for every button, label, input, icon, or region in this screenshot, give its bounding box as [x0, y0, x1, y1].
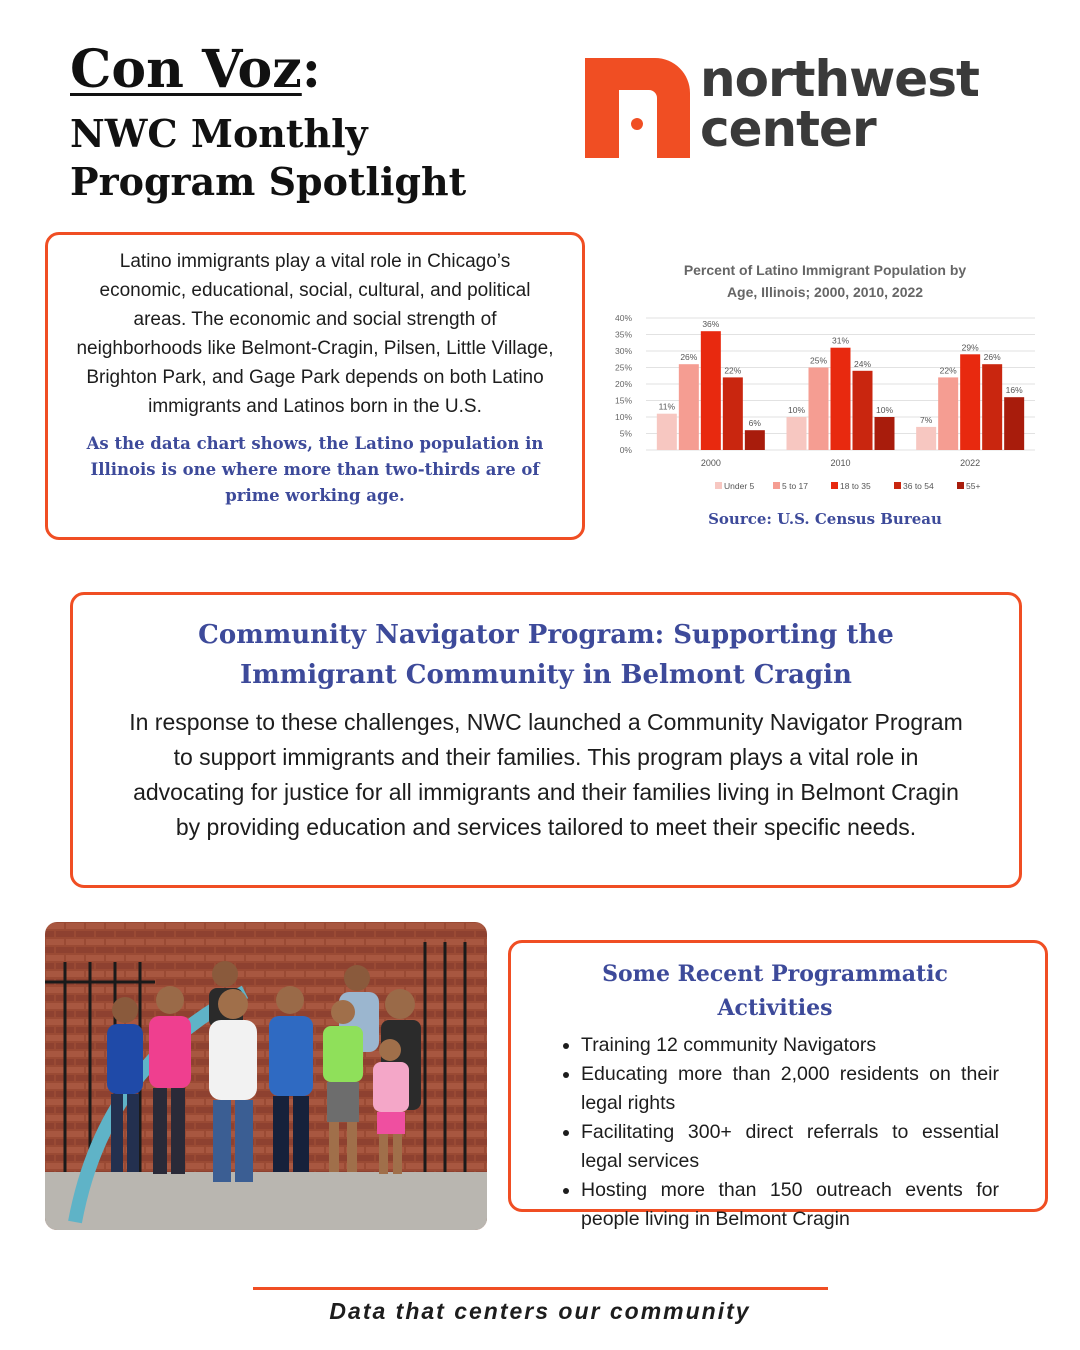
chart-bar [809, 368, 829, 451]
chart-legend-label: Under 5 [724, 481, 755, 491]
chart-data-label: 10% [787, 405, 806, 415]
chart-bar [960, 354, 980, 450]
population-bar-chart [610, 258, 1040, 498]
chart-x-tick-label: 2010 [830, 458, 851, 468]
chart-data-label: 31% [831, 335, 850, 346]
activity-item: • Hosting more than 150 outreach events for people living in Belmont Cragin [581, 1176, 999, 1234]
chart-data-label: 26% [983, 352, 1001, 363]
chart-data-label: 16% [1005, 385, 1023, 396]
chart-y-tick-label: 15% [614, 395, 632, 406]
chart-legend-label: 5 to 17 [782, 481, 808, 491]
chart-title-line-1: Percent of Latino Immigrant Population by [683, 262, 967, 278]
chart-bar [853, 371, 873, 450]
chart-data-label: 26% [680, 352, 698, 363]
chart-bar [875, 417, 895, 450]
chart-data-label: 11% [658, 401, 676, 412]
chart-bar [916, 427, 936, 450]
activities-list [551, 1031, 999, 1234]
chart-bar [723, 377, 743, 450]
chart-legend-swatch [715, 482, 722, 489]
chart-legend-label: 18 to 35 [840, 481, 871, 491]
chart-bar [1004, 397, 1024, 450]
chart-data-label: 6% [748, 418, 761, 429]
chart-data-label: 22% [939, 365, 957, 376]
chart-legend-label: 36 to 54 [903, 481, 934, 491]
chart-bar [745, 430, 765, 450]
chart-bar [679, 364, 699, 450]
subtitle-line-1: NWC Monthly [70, 111, 368, 156]
chart-legend-swatch [773, 482, 780, 489]
chart-legend-swatch [831, 482, 838, 489]
intro-highlight: As the data chart shows, the Latino population in Illinois is one where more than two-thirds are of prime working age. [86, 434, 544, 505]
title-con-voz: Con Voz [70, 39, 302, 100]
logo-line-northwest: northwest [700, 50, 979, 108]
intro-paragraph: Latino immigrants play a vital role in Chicago’s economic, educational, social, cultural, and political areas. The economic and social strength of neighborhoods like Belmont-Cragin, Pilsen, Little Village, Brighton Park, and Gage Park depends on both Latino immigrants and Latinos born in the U.S. [76, 251, 554, 417]
activity-item: • Facilitating 300+ direct referrals to essential legal services [581, 1118, 999, 1176]
chart-source: Source: U.S. Census Bureau [708, 510, 942, 528]
intro-box [45, 232, 585, 540]
subtitle-line-2: Program Spotlight [70, 159, 467, 204]
chart-bar [982, 364, 1002, 450]
program-heading: Community Navigator Program: Supporting the Immigrant Community in Belmont Cragin [198, 620, 894, 690]
program-body: In response to these challenges, NWC launched a Community Navigator Program to support immigrants and their families. This program plays a vital role in advocating for justice for all immigrants and their families living in Belmont Cragin by providing education and services tailored to meet their specific needs. [129, 709, 963, 840]
activities-heading: Some Recent Programmatic Activities [602, 961, 948, 1021]
chart-y-tick-label: 30% [614, 346, 632, 356]
chart-data-label: 22% [724, 365, 742, 376]
chart-y-tick-label: 25% [614, 362, 632, 373]
page-subtitle [70, 110, 530, 206]
chart-data-label: 29% [961, 342, 979, 353]
chart-y-tick-label: 5% [619, 428, 632, 439]
footer-divider [253, 1287, 828, 1290]
chart-data-label: 10% [875, 405, 894, 415]
chart-data-label: 7% [920, 414, 933, 425]
chart-y-tick-label: 20% [614, 379, 632, 389]
footer-tagline: Data that centers our community [329, 1298, 751, 1324]
chart-bar [787, 417, 807, 450]
chart-bar [938, 377, 958, 450]
page-title [70, 40, 321, 100]
chart-data-label: 24% [853, 358, 872, 369]
title-colon: : [301, 39, 321, 100]
chart-y-tick-label: 35% [614, 329, 632, 340]
chart-data-label: 36% [702, 319, 720, 330]
chart-legend-swatch [894, 482, 901, 489]
chart-bar [701, 331, 721, 450]
logo-line-center: center [700, 100, 876, 158]
chart-x-tick-label: 2022 [960, 458, 981, 468]
chart-data-label: 25% [809, 355, 828, 366]
program-box [70, 592, 1022, 888]
activity-item: • Educating more than 2,000 residents on their legal rights [581, 1060, 999, 1118]
activities-box [508, 940, 1048, 1230]
community-group-photo [45, 922, 487, 1230]
chart-legend-label: 55+ [966, 481, 981, 491]
northwest-center-logo-icon [585, 58, 690, 158]
logo-wordmark [700, 50, 979, 158]
chart-bar [831, 348, 851, 450]
chart-x-tick-label: 2000 [700, 458, 721, 468]
chart-y-tick-label: 40% [614, 313, 632, 323]
chart-title-line-2: Age, Illinois; 2000, 2010, 2022 [726, 284, 924, 300]
chart-bar [657, 414, 677, 450]
chart-y-tick-label: 0% [619, 445, 632, 455]
activity-item: • Training 12 community Navigators [581, 1031, 999, 1060]
chart-y-tick-label: 10% [614, 412, 632, 422]
chart-legend-swatch [957, 482, 964, 489]
